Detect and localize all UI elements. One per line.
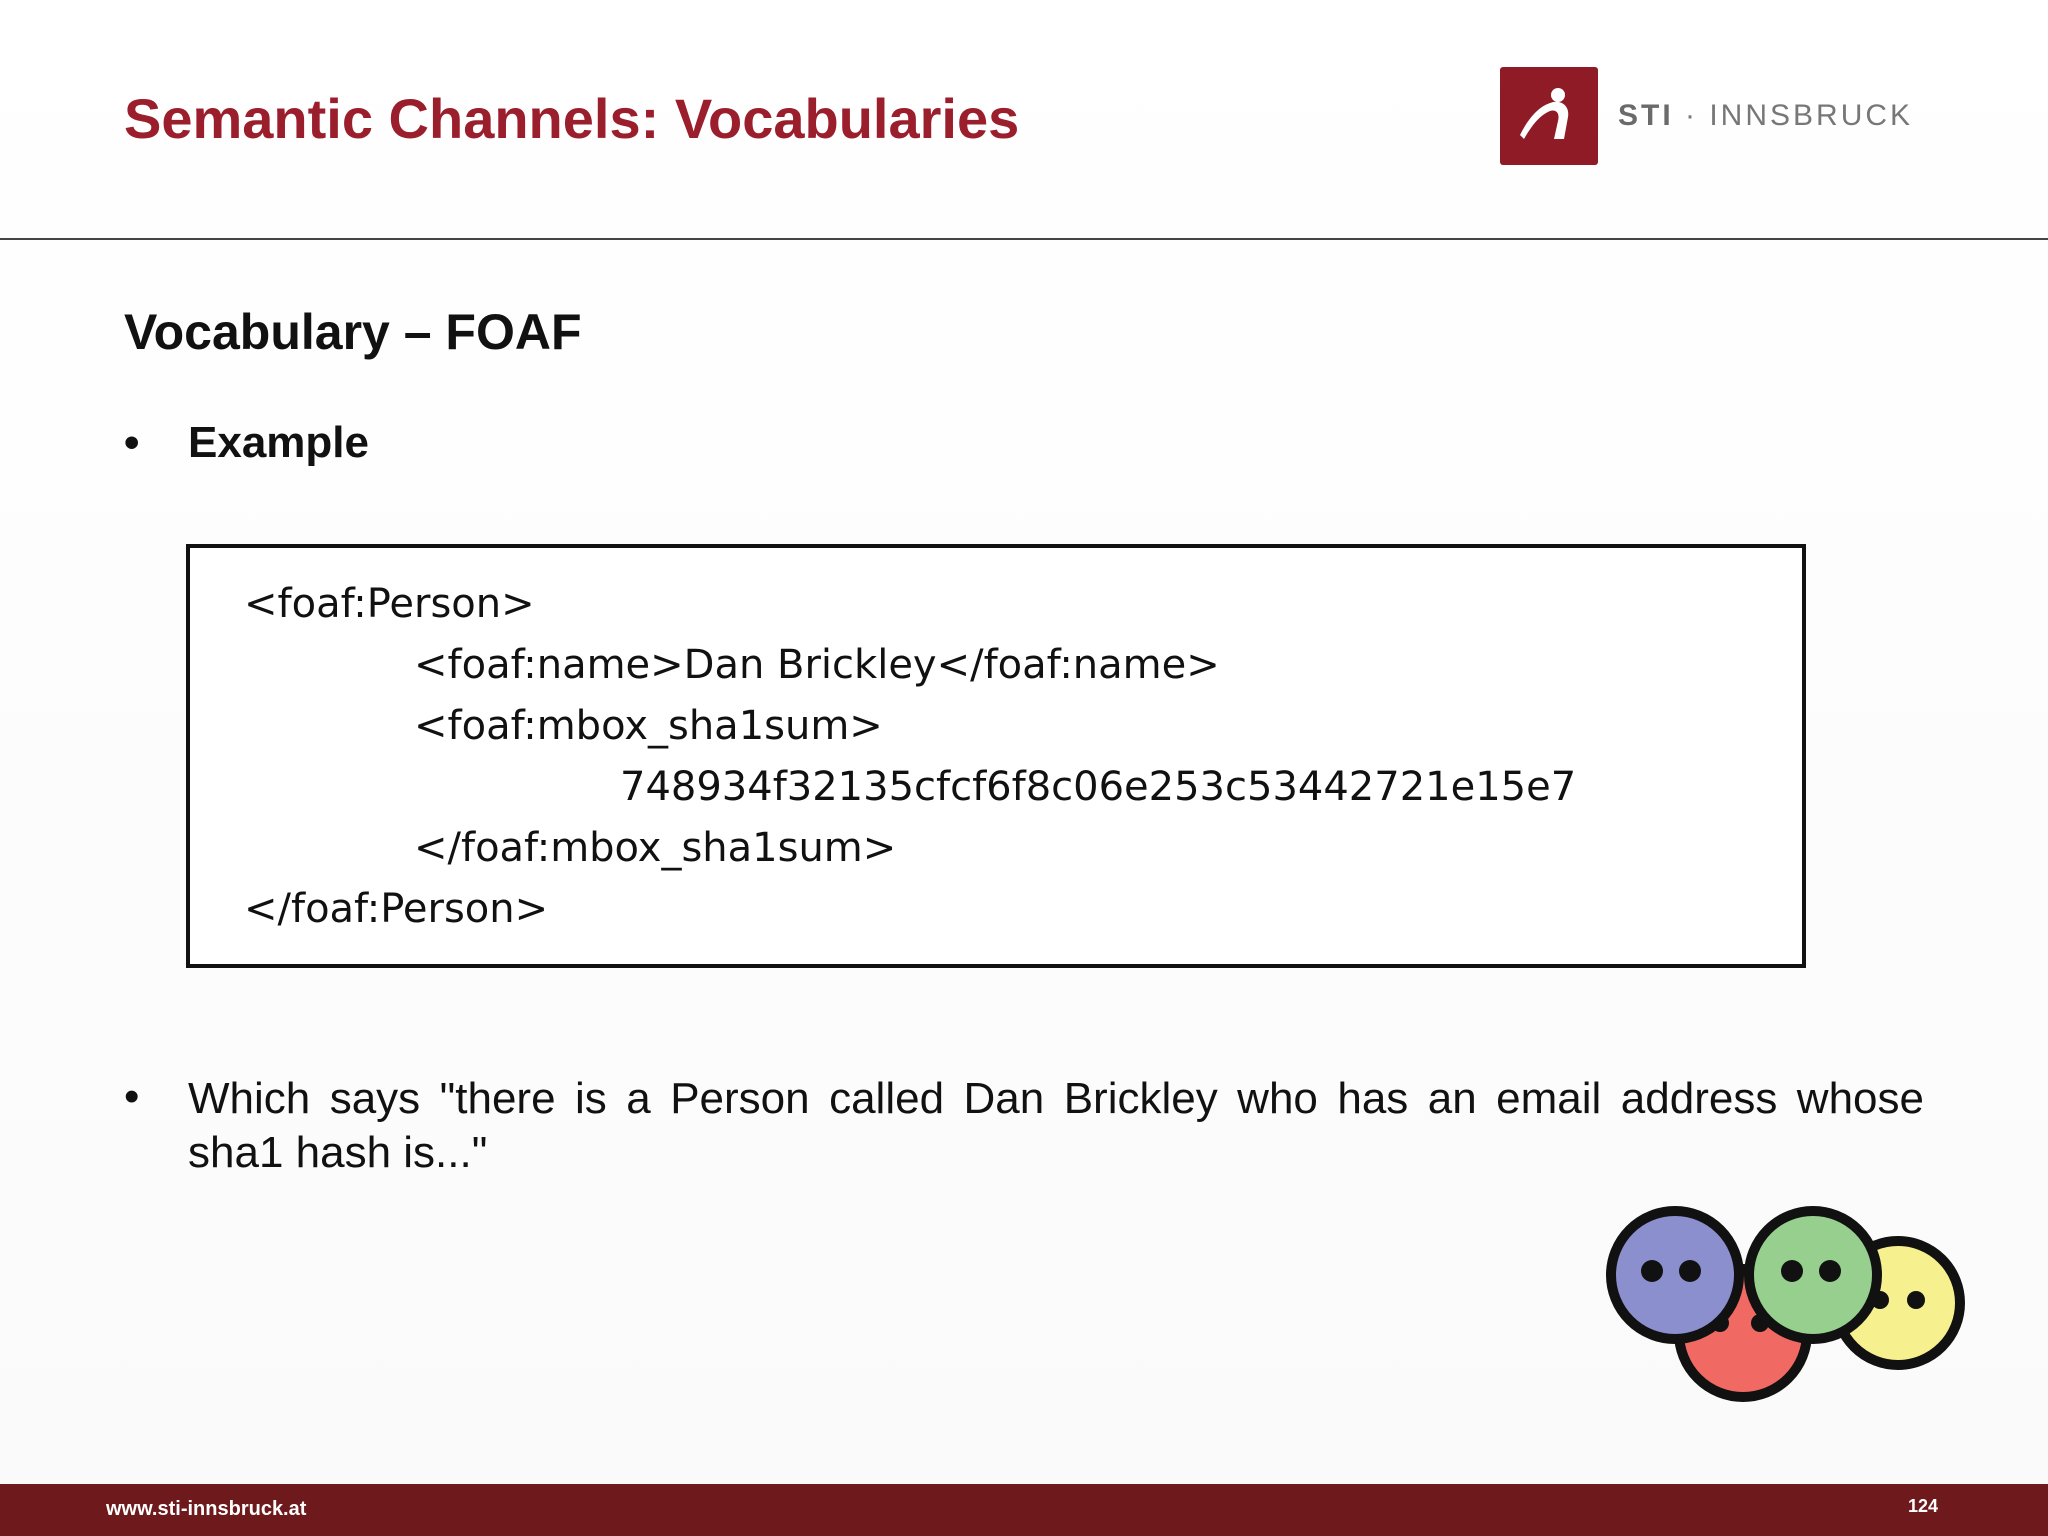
code-line: 748934f32135cfcf6f8c06e253c53442721e15e7 — [620, 764, 1577, 810]
footer-bar — [0, 1484, 2048, 1536]
code-line: <foaf:mbox_sha1sum> — [414, 703, 883, 749]
bullet-text: Example — [188, 418, 369, 467]
code-line: <foaf:Person> — [244, 581, 535, 627]
bullet-marker: • — [124, 418, 140, 467]
footer-url: www.sti-innsbruck.at — [106, 1498, 307, 1520]
page-number: 124 — [1907, 1496, 1938, 1516]
slide-subtitle: Vocabulary – FOAF — [124, 304, 582, 360]
sti-logo-icon — [1500, 67, 1598, 165]
bullet-item-description — [124, 1072, 1924, 1180]
code-line: </foaf:mbox_sha1sum> — [414, 825, 897, 871]
foaf-faces-icon — [1600, 1205, 1970, 1405]
sti-logo — [1500, 67, 1913, 165]
code-line: </foaf:Person> — [244, 886, 549, 932]
bullet-marker: • — [124, 1072, 140, 1121]
slide-title: Semantic Channels: Vocabularies — [124, 87, 1020, 150]
bullet-text: Which says "there is a Person called Dan Brickley who has an email address whose sha1 hash is..." — [188, 1074, 1924, 1177]
code-example-box — [186, 544, 1806, 968]
sti-logo-text: STI · INNSBRUCK — [1618, 99, 1914, 132]
code-line: <foaf:name>Dan Brickley</foaf:name> — [414, 642, 1220, 688]
header-divider — [0, 238, 2048, 240]
bullet-item-example — [124, 418, 369, 468]
